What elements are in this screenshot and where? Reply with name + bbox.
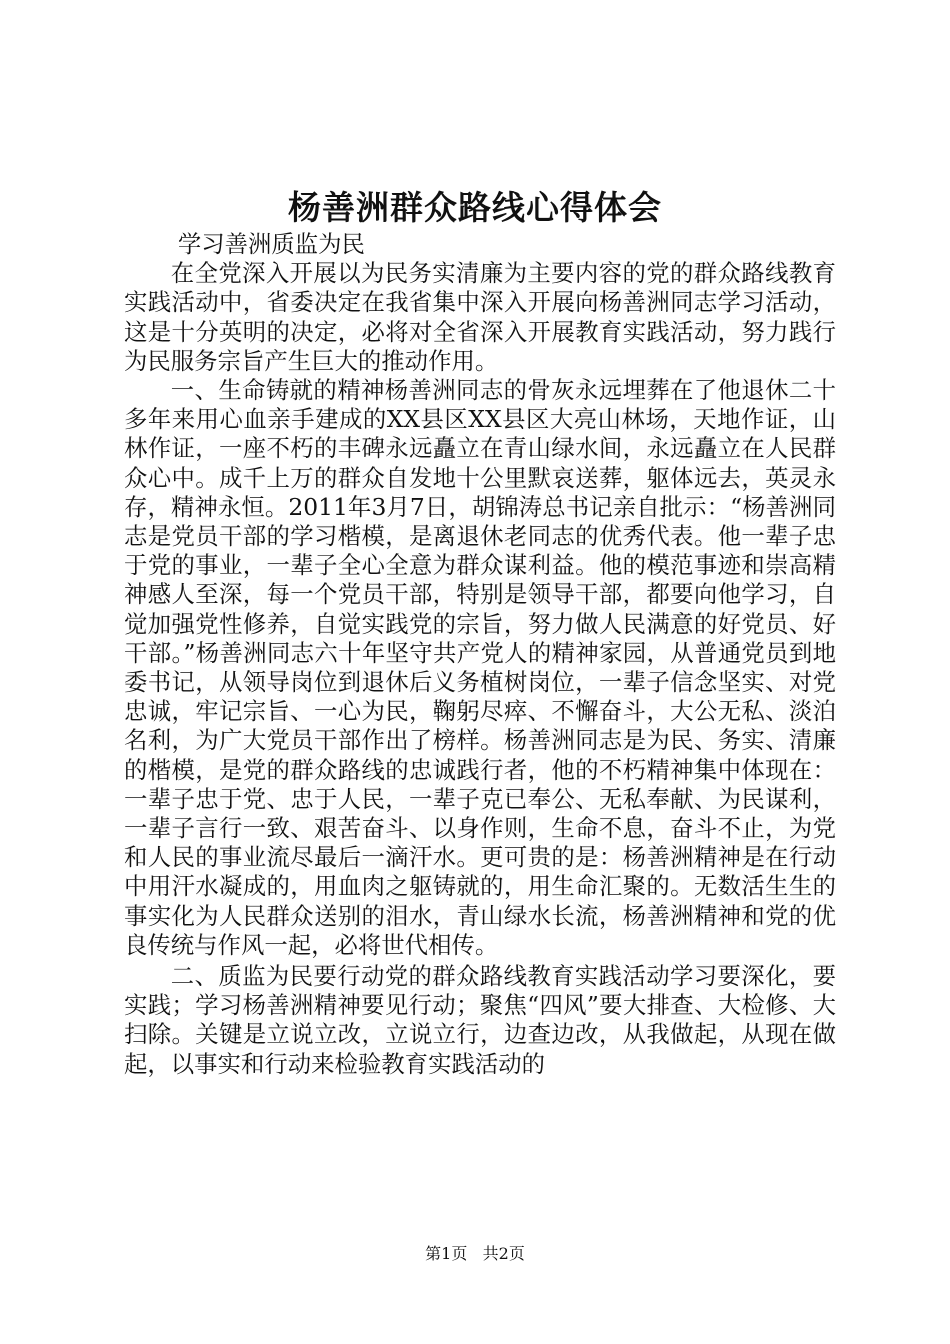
paragraph-section-two: 二、质监为民要行动党的群众路线教育实践活动学习要深化，要实践；学习杨善洲精神要见行动；聚焦“四风”要大排查、大检修、大扫除。关键是立说立改，立说立行，边查边改，从我做起，从现在做起，以事实和行动来检验教育实践活动的 [124,962,836,1078]
document-subtitle: 学习善洲质监为民 [177,230,365,258]
page-footer [0,1243,950,1265]
document-body [124,230,836,1079]
page-total: 共2页 [482,1244,525,1263]
paragraph-intro: 在全党深入开展以为民务实清廉为主要内容的党的群众路线教育实践活动中，省委决定在我省集中深入开展向杨善洲同志学习活动，这是十分英明的决定，必将对全省深入开展教育实践活动，努力践行为民服务宗旨产生巨大的推动作用。 [124,259,836,375]
page-separator [472,1244,477,1263]
page-number: 第1页 [425,1244,468,1263]
paragraph-section-one: 一、生命铸就的精神杨善洲同志的骨灰永远埋葬在了他退休二十多年来用心血亲手建成的XX县区XX县区大亮山林场，天地作证，山林作证，一座不朽的丰碑永远矗立在青山绿水间，永远矗立在人民群众心中。成千上万的群众自发地十公里默哀送葬，躯体远去，英灵永存，精神永恒。2011年3月7日，胡锦涛总书记亲自批示：“杨善洲同志是党员干部的学习楷模，是离退休老同志的优秀代表。他一辈子忠于党的事业，一辈子全心全意为群众谋利益。他的模范事迹和崇高精神感人至深，每一个党员干部，特别是领导干部，都要向他学习，自觉加强党性修养，自觉实践党的宗旨，努力做人民满意的好党员、好干部。”杨善洲同志六十年坚守共产党人的精神家园，从普通党员到地委书记，从领导岗位到退休后义务植树岗位，一辈子信念坚实、对党忠诚，牢记宗旨、一心为民，鞠躬尽瘁、不懈奋斗，大公无私、淡泊名利，为广大党员干部作出了榜样。杨善洲同志是为民、务实、清廉的楷模，是党的群众路线的忠诚践行者，他的不朽精神集中体现在：一辈子忠于党、忠于人民，一辈子克已奉公、无私奉献、为民谋利，一辈子言行一致、艰苦奋斗、以身作则，生命不息，奋斗不止，为党和人民的事业流尽最后一滴汗水。更可贵的是：杨善洲精神是在行动中用汗水凝成的，用血肉之躯铸就的，用生命汇聚的。无数活生生的事实化为人民群众送别的泪水，青山绿水长流，杨善洲精神和党的优良传统与作风一起，必将世代相传。 [124,376,836,959]
document-title: 杨善洲群众路线心得体会 [288,188,662,227]
